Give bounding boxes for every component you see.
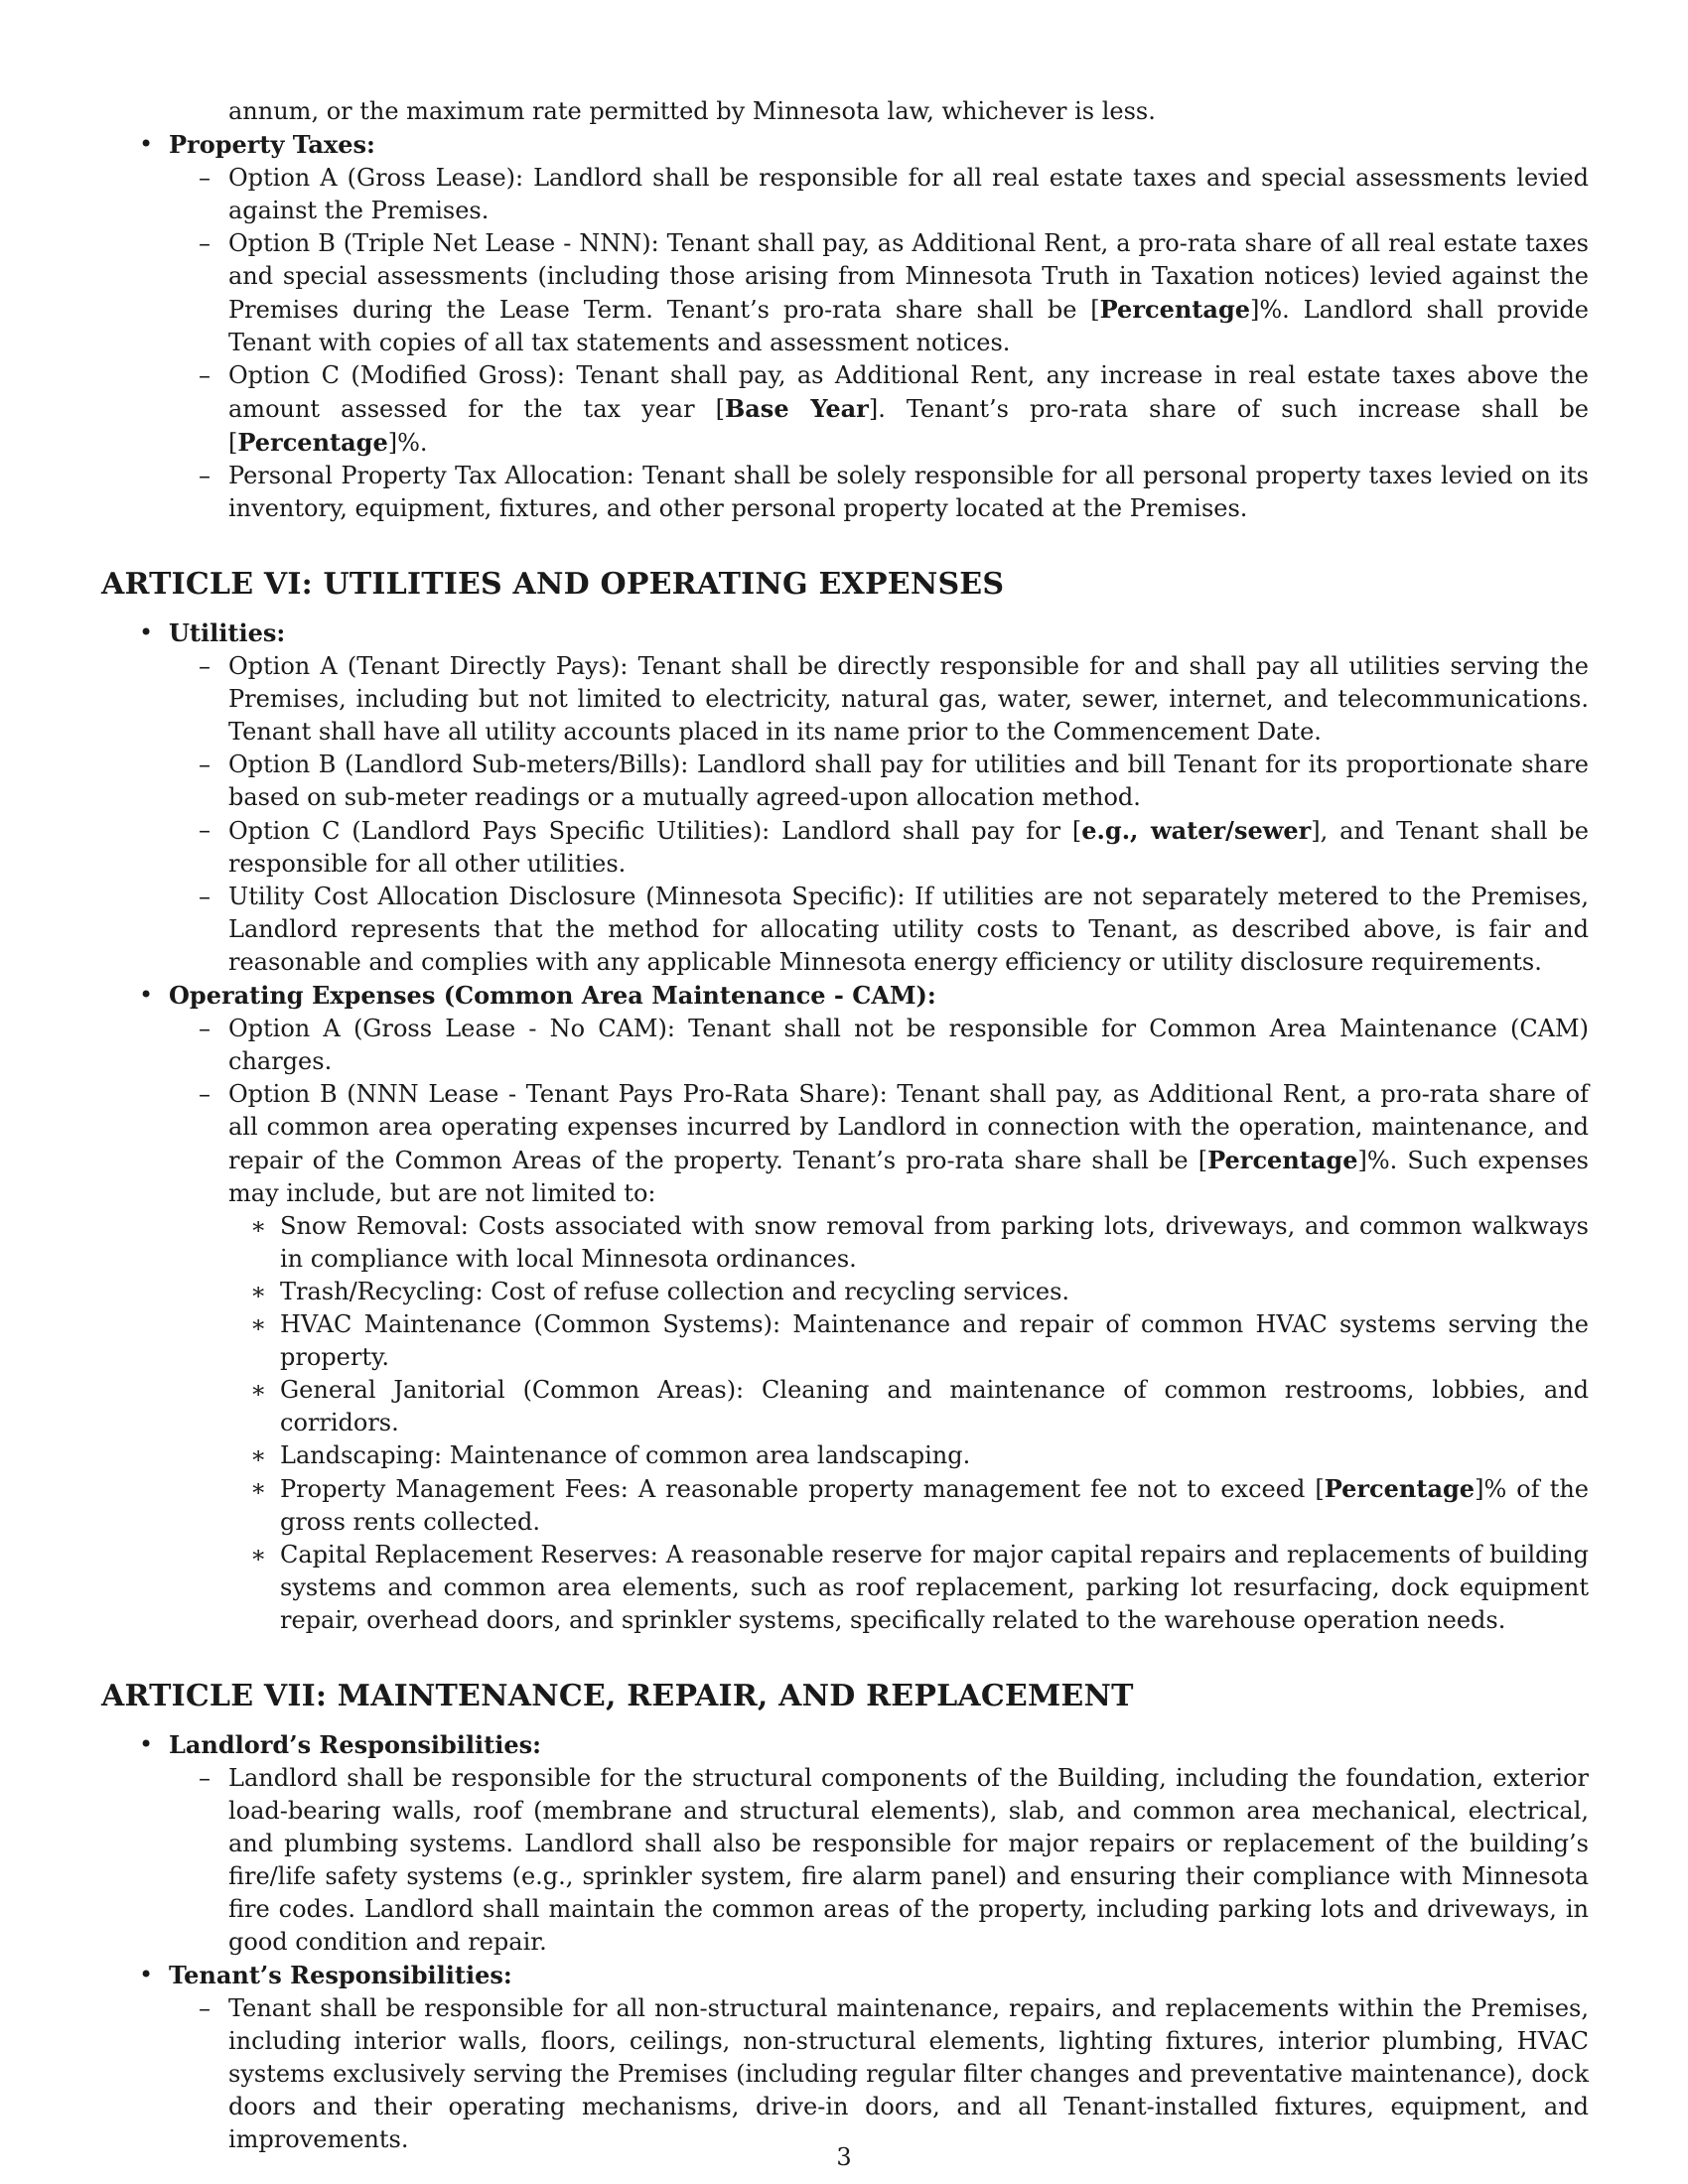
text-run: Option B (Triple Net Lease - NNN): Tenant shall pay, as Additional Rent, a pro-rata share of all real estate taxes and special assessments (including those arising from Minnesota Truth in Taxation notices) levied against the Premises during the Lease Term. Tenant’s pro-rata share shall be [ [228,229,1589,324]
list-item [169,128,1589,162]
list-item: – Option A (Gross Lease - No CAM): Tenant shall not be responsible for Common Area Maintenance (CAM) charges. [228,1013,1589,1078]
list-item: ∗ HVAC Maintenance (Common Systems): Maintenance and repair of common HVAC systems serving the property. [280,1308,1589,1374]
list-item: ∗ Snow Removal: Costs associated with snow removal from parking lots, driveways, and common walkways in compliance with local Minnesota ordinances. [280,1210,1589,1276]
text-run: ], and Tenant shall be responsible for all other utilities. [228,817,1589,878]
section-label-utilities: Utilities: [169,618,286,647]
continuation-text: annum, or the maximum rate permitted by Minnesota law, whichever is less. [228,97,1156,125]
text-run: ]% of the gross rents collected. [280,1475,1590,1536]
placeholder-field: Base Year [724,394,869,423]
document-page [101,95,1589,2156]
list-item [169,1728,1589,1762]
text-run: Option B (NNN Lease - Tenant Pays Pro-Rata Share): Tenant shall pay, as Additional Rent, a pro-rata share of all common area operating expenses incurred by Landlord in connection with the operation, maintenance, and repair of the Common Areas of the property. Tenant’s pro-rata share shall be [ [228,1080,1589,1174]
placeholder-field: Percentage [1207,1146,1358,1174]
placeholder-field: Percentage [237,428,388,457]
list-item: – Tenant shall be responsible for all non-structural maintenance, repairs, and replacements within the Premises, including interior walls, floors, ceilings, non-structural elements, lighting fixtures, interior plumbing, HVAC systems exclusively serving the Premises (including regular filter changes and preventative maintenance), dock doors and their operating mechanisms, drive-in doors, and all Tenant-installed fixtures, equipment, and improvements. [228,1992,1589,2156]
list-item: ∗ Capital Replacement Reserves: A reasonable reserve for major capital repairs and replacements of building systems and common area elements, such as roof replacement, parking lot resurfacing, dock equipment repair, overhead doors, and sprinkler systems, specifically related to the warehouse operation needs. [280,1539,1589,1637]
list-item: – Option B (Landlord Sub-meters/Bills): Landlord shall pay for utilities and bill Tenant for its proportionate share based on sub-meter readings or a mutually agreed-upon allocation method. [228,749,1589,814]
list-item: – Utility Cost Allocation Disclosure (Minnesota Specific): If utilities are not separately metered to the Premises, Landlord represents that the method for allocating utility costs to Tenant, as described above, is fair and reasonable and complies with any applicable Minnesota energy efficiency or utility disclosure requirements. [228,881,1589,979]
list-item [169,616,1589,650]
text-run: Option C (Landlord Pays Specific Utilities): Landlord shall pay for [ [228,817,1082,845]
section-label-landlord: Landlord’s Responsibilities: [169,1730,541,1759]
list-item: – Personal Property Tax Allocation: Tenant shall be solely responsible for all personal property taxes levied on its inventory, equipment, fixtures, and other personal property located at the Premises. [228,460,1589,525]
text-run: ]%. Such expenses may include, but are not limited to: [228,1147,1589,1207]
list-item [228,814,1589,881]
list-item [169,979,1589,1013]
text-run: ]%. Landlord shall provide Tenant with copies of all tax statements and assessment notices. [228,296,1590,356]
section-label-operating-expenses: Operating Expenses (Common Area Maintenance - CAM): [169,981,936,1010]
text-run: Property Management Fees: A reasonable property management fee not to exceed [ [280,1475,1325,1503]
list-item: ∗ General Janitorial (Common Areas): Cleaning and maintenance of common restrooms, lobbies, and corridors. [280,1374,1589,1439]
list-item [228,227,1589,359]
list-item: – Option A (Gross Lease): Landlord shall be responsible for all real estate taxes and special assessments levied against the Premises. [228,162,1589,227]
list-item: – Landlord shall be responsible for the structural components of the Building, including the foundation, exterior load-bearing walls, roof (membrane and structural elements), slab, and common area mechanical, electrical, and plumbing systems. Landlord shall also be responsible for major repairs or replacement of the building’s fire/life safety systems (e.g., sprinkler system, fire alarm panel) and ensuring their compliance with Minnesota fire codes. Landlord shall maintain the common areas of the property, including parking lots and driveways, in good condition and repair. [228,1762,1589,1959]
article-heading: ARTICLE VI: UTILITIES AND OPERATING EXPENSES [101,567,1005,602]
text-run: Option C (Modified Gross): Tenant shall pay, as Additional Rent, any increase in real estate taxes above the amount assessed for the tax year [ [228,361,1589,423]
text-run: ]. Tenant’s pro-rata share of such increase shall be [ [228,395,1590,457]
list-item [228,359,1589,460]
list-item: ∗ Trash/Recycling: Cost of refuse collection and recycling services. [280,1276,1589,1308]
list-item [280,1472,1589,1539]
placeholder-field: Percentage [1324,1474,1476,1503]
list-item [228,1078,1589,1210]
text-run: ]%. [387,429,428,457]
section-label-tenant: Tenant’s Responsibilities: [169,1961,512,1989]
list-item: ∗ Landscaping: Maintenance of common area landscaping. [280,1439,1589,1472]
placeholder-field: e.g., water/sewer [1081,816,1312,845]
list-item [169,1959,1589,1992]
article-heading: ARTICLE VII: MAINTENANCE, REPAIR, AND REPLACEMENT [101,1679,1134,1713]
page-number: 3 [836,2143,852,2171]
list-item: – Option A (Tenant Directly Pays): Tenant shall be directly responsible for and shall pay all utilities serving the Premises, including but not limited to electricity, natural gas, water, sewer, internet, and telecommunications. Tenant shall have all utility accounts placed in its name prior to the Commencement Date. [228,650,1589,749]
section-label-property-taxes: Property Taxes: [169,130,375,159]
placeholder-field: Percentage [1099,295,1250,324]
